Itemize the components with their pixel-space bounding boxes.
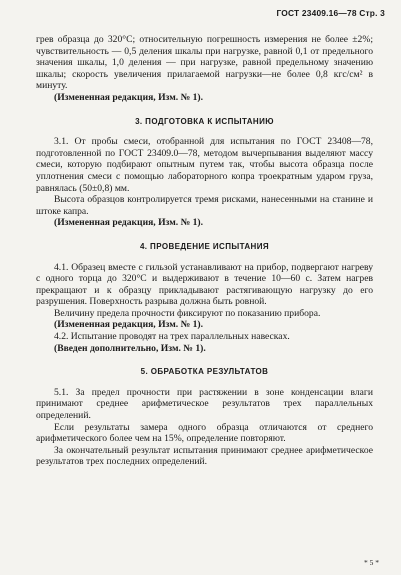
paragraph-4-2: 4.2. Испытание проводят на трех параллельных навесках. — [54, 331, 290, 343]
page-footer-mark: * 5 * — [364, 558, 379, 568]
paragraph-4-value: Величину предела прочности фиксируют по показанию прибора. — [54, 307, 321, 319]
document-body — [36, 34, 373, 468]
page-header: ГОСТ 23409.16—78 Стр. 3 — [276, 8, 385, 18]
section-3-title: 3. ПОДГОТОВКА К ИСПЫТАНИЮ — [135, 116, 274, 126]
paragraph-5-1: 5.1. За предел прочности при растяжении в зоне конденсации влаги принимают среднее арифметическое результатов трех параллельных определений. — [36, 386, 373, 422]
paragraph-5-final: За окончательный результат испытания принимают среднее арифметическое результатов трех последних определений. — [36, 444, 373, 468]
paragraph-3-height: Высота образцов контролируется тремя рисками, нанесенными на станине и штоке капра. — [36, 194, 373, 217]
section-4-title: 4. ПРОВЕДЕНИЕ ИСПЫТАНИЯ — [139, 241, 270, 251]
paragraph-3-1: 3.1. От пробы смеси, отобранной для испытания по ГОСТ 23408—78, подготовленной по ГОСТ 23409.0—78, методом вычерпывания выделяют массу смеси, которую подбирают опытным путем так, чтобы высота образца после уплотнения смеси с помощью лабораторного копра троекратным ударом груза, равнялась (50±0,8) мм. — [36, 136, 373, 194]
edit-note-4: (Измененная редакция, Изм. № 1). — [54, 319, 204, 331]
paragraph-4-1: 4.1. Образец вместе с гильзой устанавливают на прибор, подвергают нагреву с одного торца до 320°С и выдерживают в течение 10—60 с. Затем нагрев прекращают и к образцу прикладывают растягивающую нагрузку до его разрушения. Поверхность разрыва должна быть ровной. — [36, 261, 373, 308]
paragraph-5-repeat: Если результаты замера одного образца отличаются от среднего арифметического более чем на 15%, определение повторяют. — [36, 421, 373, 445]
edit-note-3: (Измененная редакция, Изм. № 1). — [54, 217, 204, 229]
added-note-4: (Введен дополнительно, Изм. № 1). — [54, 342, 206, 354]
edit-note-1: (Измененная редакция, Изм. № 1). — [54, 91, 204, 103]
section-5-title: 5. ОБРАБОТКА РЕЗУЛЬТАТОВ — [140, 367, 269, 377]
paragraph-continued: грев образца до 320°С; относительную погрешность измерения не более ±2%; чувствительность — 0,5 деления шкалы при нагрузке, равной 0,1 от предельного значения шкалы, 1,0 деления — при нагрузке, равной предельному значению шкалы; скорость увеличения прилагаемой нагрузки—не более 0,8 кгс/см² в минуту. — [36, 34, 373, 92]
